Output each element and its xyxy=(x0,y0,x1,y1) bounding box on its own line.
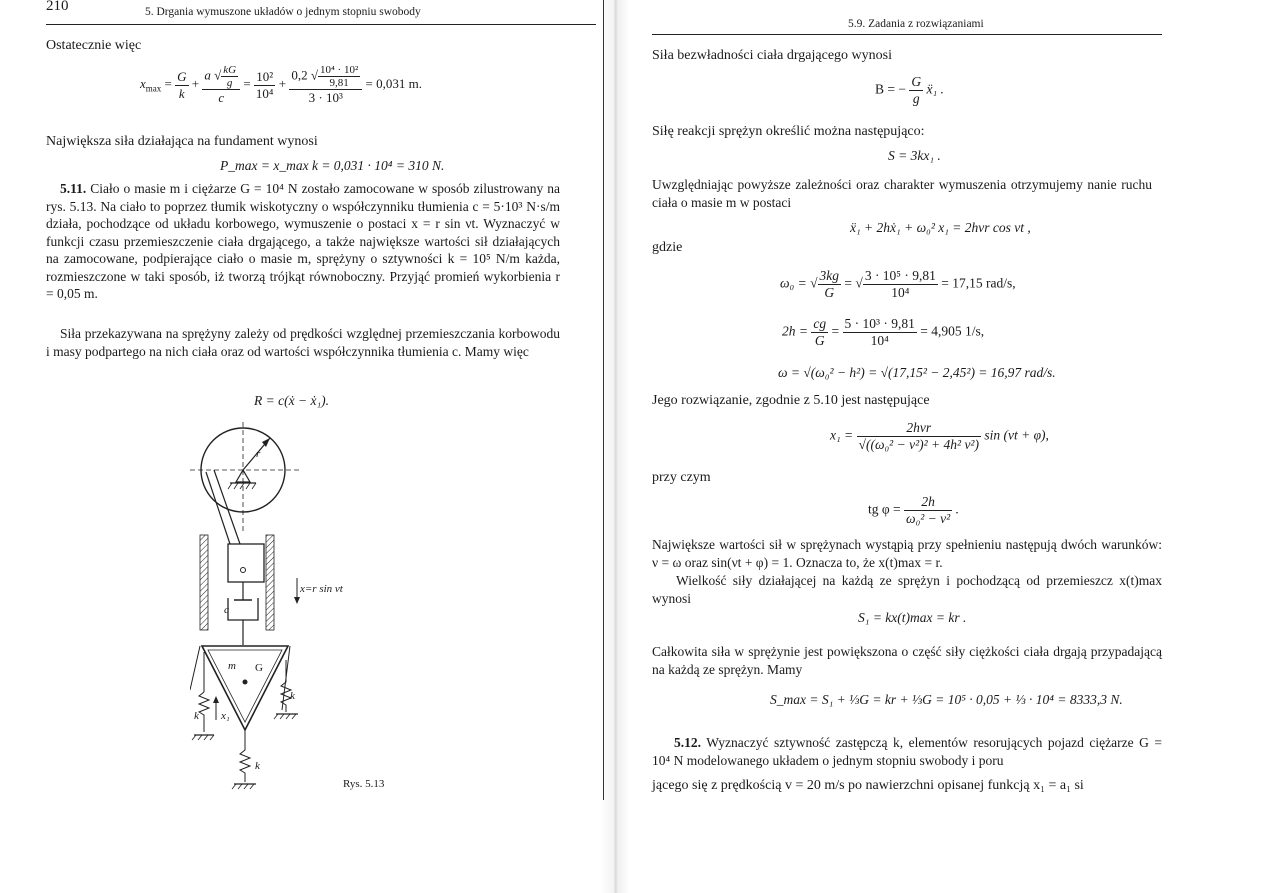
ode-formula: ẍ₁ + 2hẋ₁ + ω₀² x₁ = 2hνr cos νt , xyxy=(850,220,1031,235)
figure-label-G: G xyxy=(255,662,263,674)
figure-5-13 xyxy=(190,420,360,790)
r-formula: R = c(ẋ − ẋ₁). xyxy=(254,393,330,408)
paragraph-equation-intro: Uwzględniając powyższe zależności oraz charakter wymuszenia otrzymujemy nanie ruchu ciała o masie m w postaci xyxy=(652,177,1152,210)
figure-label-c: c xyxy=(224,604,229,616)
s1-formula: S₁ = kx(t)max = kr . xyxy=(858,610,967,625)
paragraph-solution: Jego rozwiązanie, zgodnie z 5.10 jest następujące xyxy=(652,393,930,408)
b-formula: B = − $\frac{G}{g}$ ẍ₁ . xyxy=(875,74,944,106)
figure-label-m: m xyxy=(228,660,236,672)
pmax-formula: P_max = x_max k = 0,031 · 10⁴ = 310 N. xyxy=(220,158,445,173)
last-line: jącego się z prędkością v = 20 m/s po nawierzchni opisanej funkcją x₁ = a₁ si xyxy=(652,778,1084,793)
paragraph-max-forces: Największe wartości sił w sprężynach wystąpią przy spełnieniu następują dwóch warunków: ν = ω oraz sin(νt + φ) = 1. Oznacza to, że x(t)max = r. xyxy=(652,537,1162,570)
gdzie-label: gdzie xyxy=(652,240,683,255)
omega-formula: ω = √(ω₀² − h²) = √(17,15² − 2,45²) = 16,97 rad/s. xyxy=(778,365,1056,380)
running-header: 5.9. Zadania z rozwiązaniami xyxy=(848,18,984,30)
figure-label-k1: k xyxy=(194,710,199,722)
xmax-formula: $x_{max}$ = $\frac{G}{k}$ + a √ $\frac{kG}{g}$ c = $\frac{\text{10²}}{\text{10⁴}}$ + 0,2 √ $\frac{\text{10⁴ · 10²}}{9,81}$ 3 · 10³ = 0,031 m. xyxy=(140,64,422,105)
running-header: 5. Drgania wymuszone układów o jednym stopniu swobody xyxy=(145,6,421,18)
header-rule xyxy=(46,24,596,25)
page-number: 210 xyxy=(46,0,69,14)
paragraph-total-force: Całkowita siła w sprężynie jest powiększona o część siły ciężkości ciała drgają przypadającą na każdą ze sprężyn. Mamy xyxy=(652,644,1162,677)
right-page xyxy=(630,0,1263,893)
paragraph-reaction: Siłę reakcji sprężyn określić można następująco: xyxy=(652,124,925,139)
figure-label-r: r xyxy=(256,448,261,460)
intro-text: Ostatecznie więc xyxy=(46,38,142,53)
s-formula: S = 3kx₁ . xyxy=(888,148,941,163)
smax-formula: S_max = S₁ + ⅓G = kr + ⅓G = 10⁵ · 0,05 + ⅓ · 10⁴ = 8333,3 N. xyxy=(770,692,1123,707)
problem-5-12: 5.12. Wyznaczyć sztywność zastępczą k, elementów resorujących pojazd ciężarze G = 10⁴ N modelowanego układem o jednym stopniu swobody i poru xyxy=(652,735,1162,768)
przy-czym-label: przy czym xyxy=(652,470,711,485)
problem-5-11: 5.11. Ciało o masie m i ciężarze G = 10⁴ N zostało zamocowane w sposób zilustrowany na rys. 5.13. Na ciało to poprzez tłumik wiskotyczny o współczynniku tłumienia c = 5·10³ N·s/m działa, pochodzące od układu korbowego, wymuszenie o postaci x = r sin νt. Wyznaczyć w funkcji czasu przemieszczenie ciała drgającego, a także największe wartości sił działających na zamocowane, podpierające ciało o masie m, sprężyny o sztywności k = 10⁵ N/m każda, rozmieszczone w taki sposób, iż tworzą trójkąt równoboczny. Przyjąć promień wykorbienia r = 0,05 m. xyxy=(46,181,561,301)
paragraph-inertia: Siła bezwładności ciała drgającego wynosi xyxy=(652,48,892,63)
x1-formula: x₁ = $\frac{\text{2hνr}}{\text{√((ω₀² − ν²)² + 4h² ν²)}}$ sin (νt + φ), xyxy=(830,420,1049,452)
left-page xyxy=(0,0,615,893)
force-intro: Największa siła działająca na fundament wynosi xyxy=(46,134,318,149)
paragraph-force-transmitted: Siła przekazywana na sprężyny zależy od prędkości względnej przemieszczania korbowodu i masy podpartego na nich ciała oraz od wartości współczynnika tłumienia c. Mamy więc xyxy=(46,326,560,359)
figure-label-k3: k xyxy=(255,760,260,772)
figure-caption: Rys. 5.13 xyxy=(343,778,385,790)
figure-label-x: x=r sin νt xyxy=(300,583,343,595)
tg-formula: tg φ = $\frac{2h}{\text{ω₀² − ν²}}$ . xyxy=(868,494,959,526)
twoh-formula: 2h = $\frac{cg}{G}$ = $\frac{\text{5 · 10³ · 9,81}}{\text{10⁴}}$ = 4,905 1/s, xyxy=(782,316,985,348)
header-rule xyxy=(652,34,1162,35)
figure-label-x1: x₁ xyxy=(221,710,230,722)
figure-label-k2: k xyxy=(290,690,295,702)
omega0-formula: ω₀ = √ $\frac{3kg}{G}$ = √ $\frac{\text{3 · 10⁵ · 9,81}}{\text{10⁴}}$ = 17,15 rad/s, xyxy=(780,268,1016,300)
paragraph-spring-force: Wielkość siły działającej na każdą ze sprężyn i pochodzącą od przemieszcz x(t)max wynosi xyxy=(652,573,1162,606)
